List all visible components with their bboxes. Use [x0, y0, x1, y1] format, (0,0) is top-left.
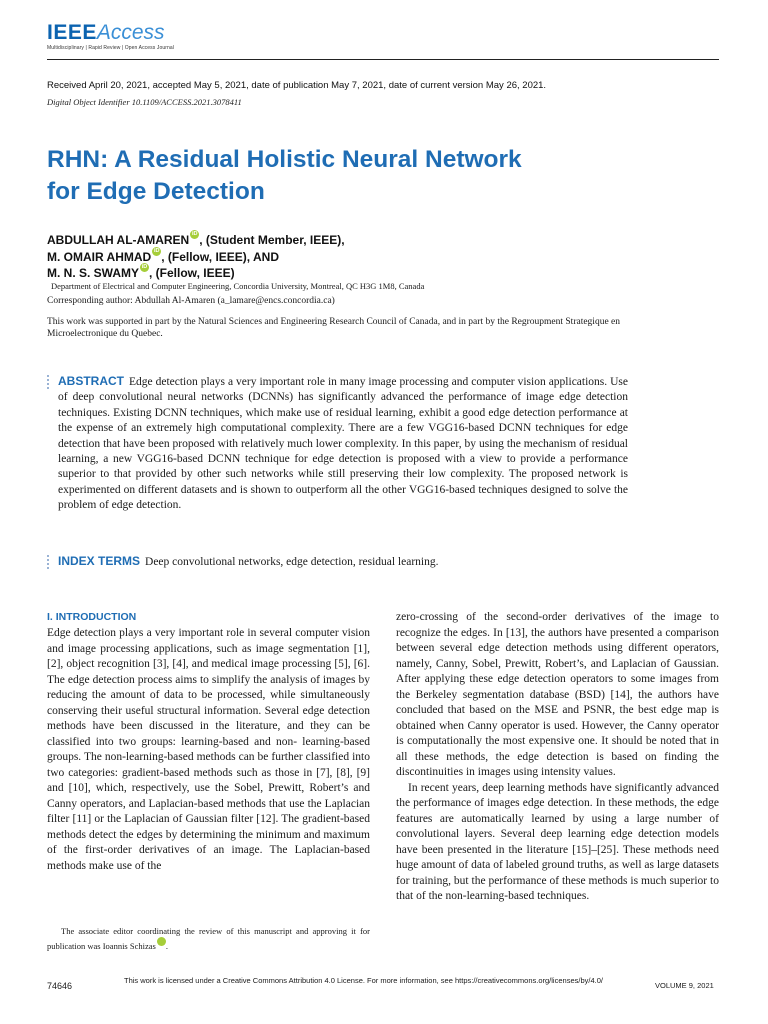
abstract-dots-icon [47, 375, 50, 391]
author-name: ABDULLAH AL-AMAREN [47, 233, 190, 247]
author-name: M. OMAIR AHMAD [47, 249, 152, 264]
author-list [47, 232, 345, 282]
orcid-icon[interactable]: iD [191, 231, 198, 237]
abstract [58, 374, 628, 514]
title-line: for Edge Detection [47, 178, 265, 205]
index-terms-text: Deep convolutional networks, edge detection, residual learning. [145, 556, 439, 568]
paper-title [47, 144, 647, 208]
author-line [47, 232, 345, 249]
column-right [396, 610, 719, 905]
abstract-text: Edge detection plays a very important role in many image processing and computer vision applications. Use of deep convolutional neural networks (DCNNs) has significantly advanced the performance of image edge detection techniques. Existing DCNN techniques, which make use of residual learning, exhibit a good edge detection performance at the expense of an extremely high computational complexity. There are a few VGG16-based DCNN techniques for edge detection that have been proposed with relatively much lower complexity. In this paper, by using the mechanism of residual learning, a new VGG16-based DCNN technique for edge detection is proposed with a view to provide a performance superior to that provided by other such networks while still preserving their low complexity. The proposed network is experimented on different datasets and is shown to outperform all the other VGG16-based techniques designed to solve the problem of edge detection. [58, 376, 628, 512]
journal-logo [47, 22, 174, 51]
author-name: M. N. S. SWAMY [47, 266, 140, 280]
page-number: 74646 [47, 981, 73, 991]
author-line [47, 265, 345, 282]
paragraph: In recent years, deep learning methods have significantly advanced the performance of images edge detection. In these methods, the edge features are automatically learned by using a large number of convolutional layers. Several deep learning edge detection models have been presented in the literature [15]–[25]. These methods need huge amount of data of labeled ground truths, as well as large datasets for training, but the performance of these methods is much superior to that of the non-learning-based techniques. [396, 781, 719, 902]
received-dates: Received April 20, 2021, accepted May 5, 2021, date of publication May 7, 2021, date of current version May 26, 2021. [47, 80, 547, 91]
paragraph: Edge detection plays a very important role in several computer vision and image processing applications, such as image segmentation [1], [2], object recognition [3], [4], and medical image processing [5], [6]. The edge detection process aims to simplify the analysis of images by reducing the amount of data to be processed, while simultaneously conserving their useful structural information. Several edge detection methods have been discussed in the literature, and they can be classified into two groups: learning-based and non- learning-based groups. The non-learning-based methods can be further classified into two categories: gradient-based methods such as those in [7], [8], [9] and [10], which, respectively, use the Sobel, Prewitt, Robert’s and Canny operators, and Laplacian-based methods that use the Laplacian filter [11] or the Laplacian of Gaussian filter [12]. The gradient-based methods detect the edges by determining the minimum and maximum of the first-order derivatives of an image. The Laplacian-based methods make use of the [47, 627, 370, 872]
footnote-text: The associate editor coordinating the review of this manuscript and approving it for publication was Ioannis Schizas [47, 926, 370, 951]
header-rule [47, 59, 719, 60]
orcid-icon[interactable]: iD [157, 937, 166, 946]
column-left [47, 626, 370, 874]
logo-access: Access [96, 21, 165, 44]
abstract-label: ABSTRACT [58, 374, 124, 388]
license-note[interactable]: This work is licensed under a Creative Commons Attribution 4.0 License. For more information, see https://creativecommons.org/licenses/by/4.0/ [124, 976, 603, 985]
author-role: , (Student Member, IEEE), [199, 233, 345, 247]
index-terms [58, 554, 658, 570]
funding-note: This work was supported in part by the Natural Sciences and Engineering Research Council of Canada, and in part by the Regroupment Strategique en Microelectronique du Quebec. [47, 317, 621, 339]
author-role: , (Fellow, IEEE), AND [161, 249, 280, 264]
logo-ieee: IEEE [47, 21, 97, 44]
title-line: RHN: A Residual Holistic Neural Network [47, 146, 522, 173]
footnote-end: . [165, 941, 168, 951]
footnote [47, 924, 370, 954]
volume-info: VOLUME 9, 2021 [655, 981, 714, 990]
orcid-icon[interactable]: iD [141, 264, 148, 270]
index-terms-label: INDEX TERMS [58, 554, 141, 568]
journal-tagline: Multidisciplinary | Rapid Review | Open Access Journal [47, 45, 174, 51]
corresponding-author: Corresponding author: Abdullah Al-Amaren (a_lamare@encs.concordia.ca) [47, 296, 335, 306]
author-line [47, 249, 345, 266]
doi: Digital Object Identifier 10.1109/ACCESS.2021.3078411 [47, 97, 242, 107]
index-dots-icon [47, 555, 50, 571]
section-heading: I. INTRODUCTION [47, 611, 137, 623]
affiliation: Department of Electrical and Computer Engineering, Concordia University, Montreal, QC H3G 1M8, Canada [51, 281, 425, 291]
orcid-icon[interactable]: iD [153, 247, 160, 254]
paragraph: zero-crossing of the second-order derivatives of the image to recognize the edges. In [13], the authors have presented a comparison between several edge detection methods using different operators, namely, Canny, Sobel, Prewitt, Robert’s, and Laplacian of Gaussian. After applying these edge detection operators to some images from the Berkeley segmentation database (BSD) [14], the authors have concluded that based on the MSE and PSNR, the best edge map is obtained when Canny operator is used. However, the Canny operator is computationally the most expensive one. It should be noted that in all these methods, the edge detection is based on finding the discontinuities in images using intensity values. [396, 611, 719, 778]
author-role: , (Fellow, IEEE) [149, 266, 235, 280]
